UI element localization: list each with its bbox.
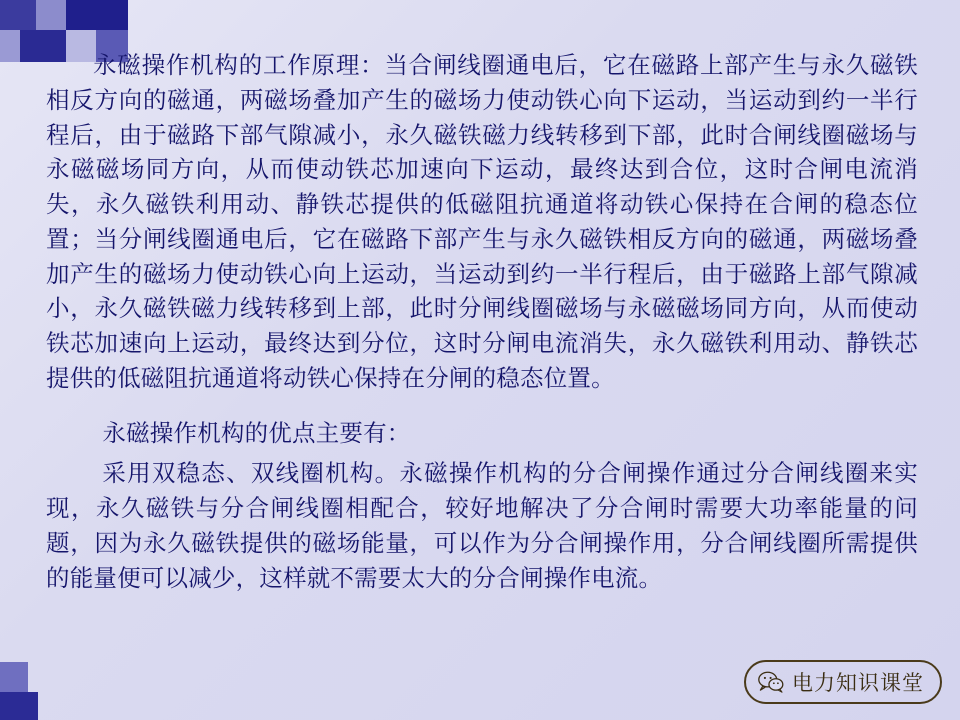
deco-square (0, 30, 20, 62)
deco-square (0, 662, 28, 692)
wechat-icon (758, 671, 784, 693)
slide-body (46, 48, 918, 595)
body-paragraph-1: 永磁操作机构的工作原理：当合闸线圈通电后，它在磁路上部产生与永久磁铁相反方向的磁通，两磁场叠加产生的磁场力使动铁心向下运动，当运动到约一半行程后，由于磁路下部气隙减小，永久磁铁磁力线转移到下部，此时合闸线圈磁场与永磁磁场同方向，从而使动铁芯加速向下运动，最终达到合位，这时合闸电流消失，永久磁铁利用动、静铁芯提供的低磁阻抗通道将动铁心保持在合闸的稳态位置；当分闸线圈通电后，它在磁路下部产生与永久磁铁相反方向的磁通，两磁场叠加产生的磁场力使动铁心向上运动，当运动到约一半行程后，由于磁路上部气隙减小，永久磁铁磁力线转移到上部，此时分闸线圈磁场与永磁磁场同方向，从而使动铁芯加速向上运动，最终达到分位，这时分闸电流消失，永久磁铁利用动、静铁芯提供的低磁阻抗通道将动铁心保持在分闸的稳态位置。 (46, 51, 918, 392)
deco-square (66, 0, 128, 30)
body-paragraph-2: 永磁操作机构的优点主要有： (102, 418, 411, 447)
decoration-bottom-left (0, 662, 120, 720)
badge-pill (744, 660, 942, 704)
badge-label: 电力知识课堂 (792, 671, 924, 695)
body-paragraph-3: 采用双稳态、双线圈机构。永磁操作机构的分合闸操作通过分合闸线圈来实现，永久磁铁与分合闸线圈相配合，较好地解决了分合闸时需要大功率能量的问题，因为永久磁铁提供的磁场能量，可以作为分合闸操作用，分合闸线圈所需提供的能量便可以减少，这样就不需要太大的分合闸操作电流。 (46, 459, 918, 592)
footer-watermark (744, 660, 942, 704)
deco-square (0, 692, 38, 720)
deco-square (0, 0, 36, 30)
deco-square (36, 0, 66, 30)
